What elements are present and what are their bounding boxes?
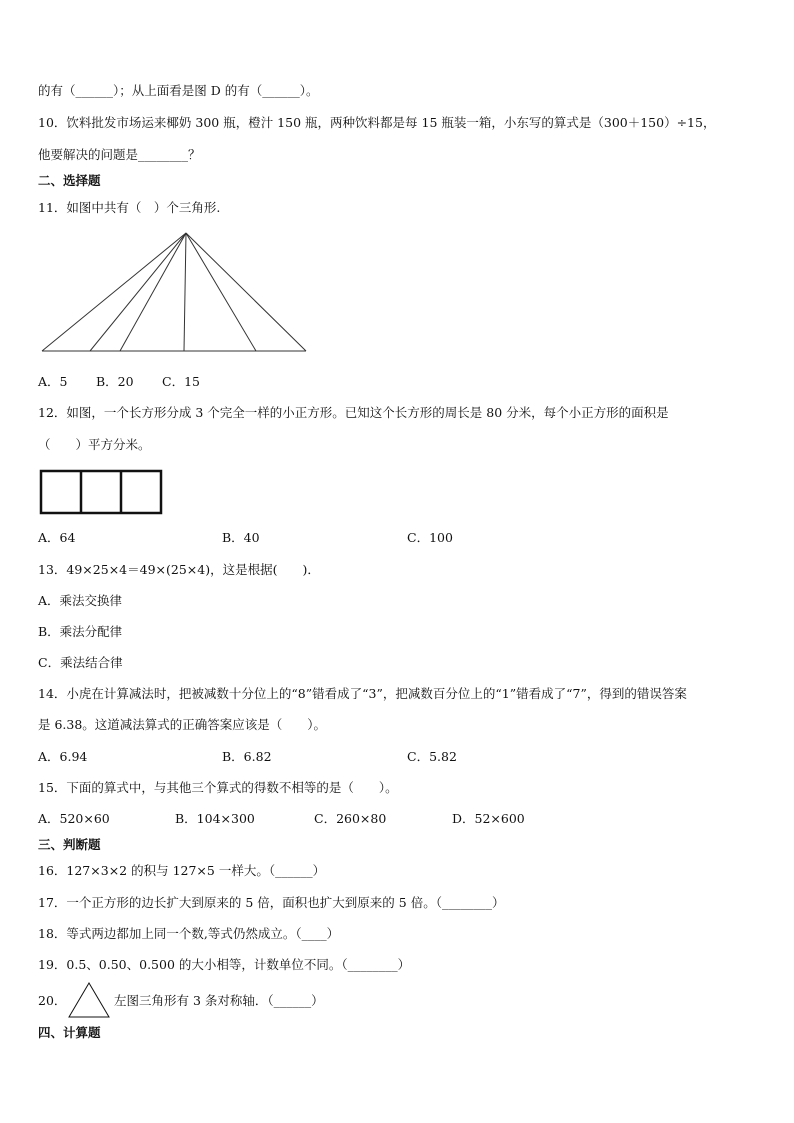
q12-text: 12．如图，一个长方形分成 3 个完全一样的小正方形。已知这个长方形的周长是 80 分米，每个小正方形的面积是 bbox=[38, 405, 669, 420]
q18-text: 18．等式两边都加上同一个数,等式仍然成立。（____） bbox=[38, 926, 340, 941]
q15-option-a: A．520×60 bbox=[38, 811, 110, 826]
q14-option-b: B．6.82 bbox=[222, 749, 272, 764]
q15-option-d: D．52×600 bbox=[452, 811, 525, 826]
ray-3 bbox=[120, 233, 186, 351]
q15-option-c: C．260×80 bbox=[314, 811, 387, 826]
q12-option-a: A．64 bbox=[38, 530, 76, 545]
q10-text: 10．饮料批发市场运来椰奶 300 瓶，橙汁 150 瓶，两种饮料都是每 15 瓶装一箱，小东写的算式是（300＋150）÷15， bbox=[38, 115, 716, 130]
q14-text: 14．小虎在计算减法时，把被减数十分位上的“8”错看成了“3”，把减数百分位上的“1”错看成了“7”，得到的错误答案 bbox=[38, 686, 687, 701]
q20-text: 左图三角形有 3 条对称轴．（______） bbox=[114, 993, 324, 1008]
q19-text: 19．0.5、0.50、0.500 的大小相等，计数单位不同。（________） bbox=[38, 957, 411, 972]
ray-4 bbox=[184, 233, 186, 351]
q13-text: 13．49×25×4＝49×(25×4)，这是根据( )． bbox=[38, 562, 320, 577]
q13-option-a: A．乘法交换律 bbox=[38, 593, 123, 608]
q12-rectangle-figure bbox=[38, 468, 164, 516]
section-judge-heading: 三、判断题 bbox=[38, 837, 101, 852]
section-calc-heading: 四、计算题 bbox=[38, 1025, 101, 1040]
q12-option-b: B．40 bbox=[222, 530, 260, 545]
ray-1 bbox=[42, 233, 186, 351]
q11-option-b: B．20 bbox=[96, 374, 134, 389]
q17-text: 17．一个正方形的边长扩大到原来的 5 倍，面积也扩大到原来的 5 倍。（________） bbox=[38, 895, 505, 910]
q14-option-c: C．5.82 bbox=[407, 749, 457, 764]
section-choice-heading: 二、选择题 bbox=[38, 173, 101, 188]
q11-text: 11．如图中共有（ ）个三角形. bbox=[38, 200, 221, 215]
q10-text-line2: 他要解决的问题是________？ bbox=[38, 147, 201, 162]
q9-continuation: 的有（______）；从上面看是图 D 的有（______）。 bbox=[38, 83, 319, 98]
q16-text: 16．127×3×2 的积与 127×5 一样大。（______） bbox=[38, 863, 326, 878]
q15-option-b: B．104×300 bbox=[175, 811, 255, 826]
q13-option-c: C．乘法结合律 bbox=[38, 655, 123, 670]
q13-option-b: B．乘法分配律 bbox=[38, 624, 123, 639]
q12-text-line2: （ ）平方分米。 bbox=[38, 437, 151, 452]
q20-triangle-icon bbox=[66, 980, 112, 1020]
outer-rectangle bbox=[41, 471, 161, 513]
ray-2 bbox=[90, 233, 186, 351]
q12-option-c: C．100 bbox=[407, 530, 453, 545]
q15-text: 15．下面的算式中，与其他三个算式的得数不相等的是（ ）。 bbox=[38, 780, 398, 795]
q20-number: 20． bbox=[38, 993, 67, 1008]
q11-option-a: A．5 bbox=[38, 374, 68, 389]
q14-text-line2: 是 6.38。这道减法算式的正确答案应该是（ ）。 bbox=[38, 717, 327, 732]
q11-triangle-figure bbox=[36, 228, 316, 358]
q11-option-c: C．15 bbox=[162, 374, 200, 389]
q14-option-a: A．6.94 bbox=[38, 749, 88, 764]
